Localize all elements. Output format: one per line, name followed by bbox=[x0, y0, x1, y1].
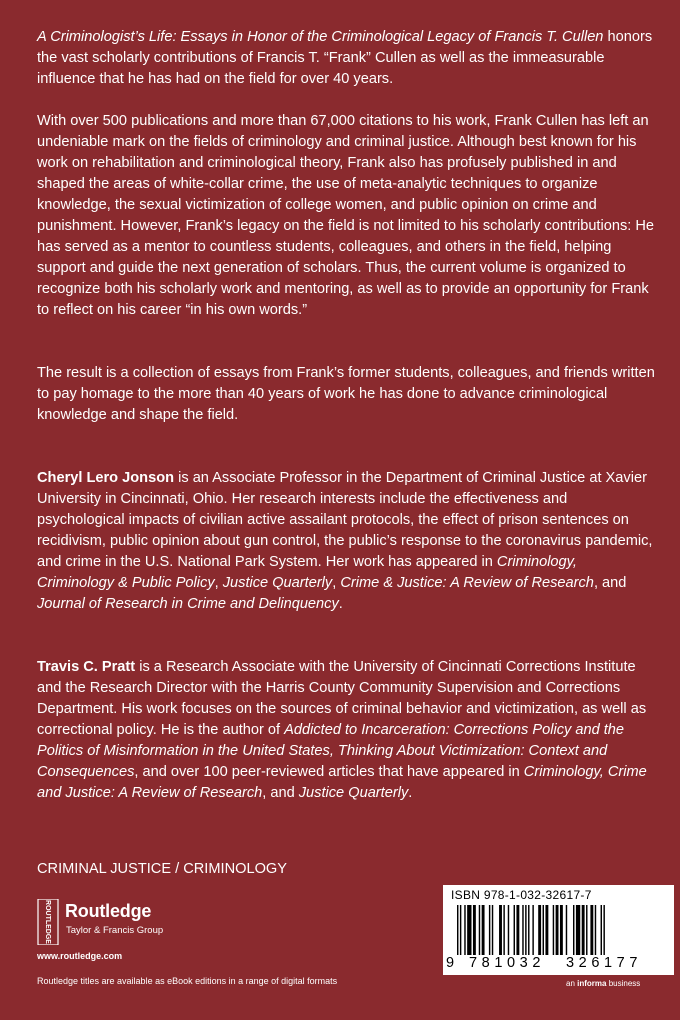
routledge-mark-icon bbox=[37, 899, 59, 945]
svg-text:ROUTLEDGE: ROUTLEDGE bbox=[44, 900, 52, 944]
author-name: Cheryl Lero Jonson bbox=[37, 470, 175, 486]
blurb-paragraph-result: The result is a collection of essays from Frank’s former students, colleagues, and friends written to pay homage to the more than 40 years of work he has done to advance criminological knowledge and shape the field. bbox=[37, 365, 655, 423]
author-bio-jonson: Cheryl Lero Jonson is an Associate Professor in the Department of Criminal Justice at Xavier University in Cincinnati, Ohio. Her research interests include the effectiveness and psychological impacts of civilian active assailant protocols, the effect of prison sentences on recidivism, public opinion about gun control, the public’s response to the coronavirus pandemic, and crime in the U.S. National Park System. Her work has appeared in Criminology, Criminology & Public Policy, Justice Quarterly, Crime & Justice: A Review of Research, and Journal of Research in Crime and Delinquency. bbox=[37, 470, 653, 612]
author-name: Travis C. Pratt bbox=[37, 659, 136, 675]
publisher-group: Taylor & Francis Group bbox=[66, 925, 164, 936]
book-title: A Criminologist’s Life: Essays in Honor of the Criminological Legacy of Francis T. Cullen bbox=[37, 29, 604, 45]
informa-business-note: an informa business bbox=[566, 979, 641, 988]
subject-category: CRIMINAL JUSTICE / CRIMINOLOGY bbox=[37, 861, 288, 877]
blurb-paragraph-body: With over 500 publications and more than 67,000 citations to his work, Frank Cullen has left an undeniable mark on the fields of criminology and criminal justice. Although best known for his work on rehabilitation and criminological theory, Frank also has profusely published in and shaped the areas of white-collar crime, the use of meta-analytic techniques to organize knowledge, the sexual victimization of college women, and public opinion on crime and punishment. However, Frank’s legacy on the field is not limited to his scholarly contributions: He has served as a mentor to countless students, colleagues, and others in the field, helping support and guide the next generation of scholars. Thus, the current volume is organized to recognize both his scholarly work and mentoring, as well as to provide an opportunity for Frank to reflect on his career “in his own words.” bbox=[37, 113, 655, 318]
isbn-barcode: ISBN 978-1-032-32617-7 9 781032 326177 bbox=[443, 885, 674, 975]
ebook-note: Routledge titles are available as eBook editions in a range of digital formats bbox=[37, 976, 338, 986]
author-bio-pratt: Travis C. Pratt is a Research Associate with the University of Cincinnati Corrections Institute and the Research Director with the Harris County Community Supervision and Corrections Department. His work focuses on the sources of criminal behavior and victimization, as well as correctional policy. He is the author of Addicted to Incarceration: Corrections Policy and the Politics of Misinformation in the United States, Thinking About Victimization: Context and Consequences, and over 100 peer-reviewed articles that have appeared in Criminology, Crime and Justice: A Review of Research, and Justice Quarterly. bbox=[37, 659, 647, 801]
blurb-paragraph-intro: A Criminologist’s Life: Essays in Honor of the Criminological Legacy of Francis T. Cullen honors the vast scholarly contributions of Francis T. “Frank” Cullen as well as the immeasurable influence that he has had on the field for over 40 years. bbox=[37, 29, 653, 87]
publisher-website: www.routledge.com bbox=[37, 951, 123, 961]
publisher-logo bbox=[37, 899, 187, 947]
isbn-number: ISBN 978-1-032-32617-7 bbox=[451, 888, 592, 902]
publisher-name: Routledge bbox=[65, 901, 152, 921]
barcode-icon bbox=[457, 905, 661, 957]
